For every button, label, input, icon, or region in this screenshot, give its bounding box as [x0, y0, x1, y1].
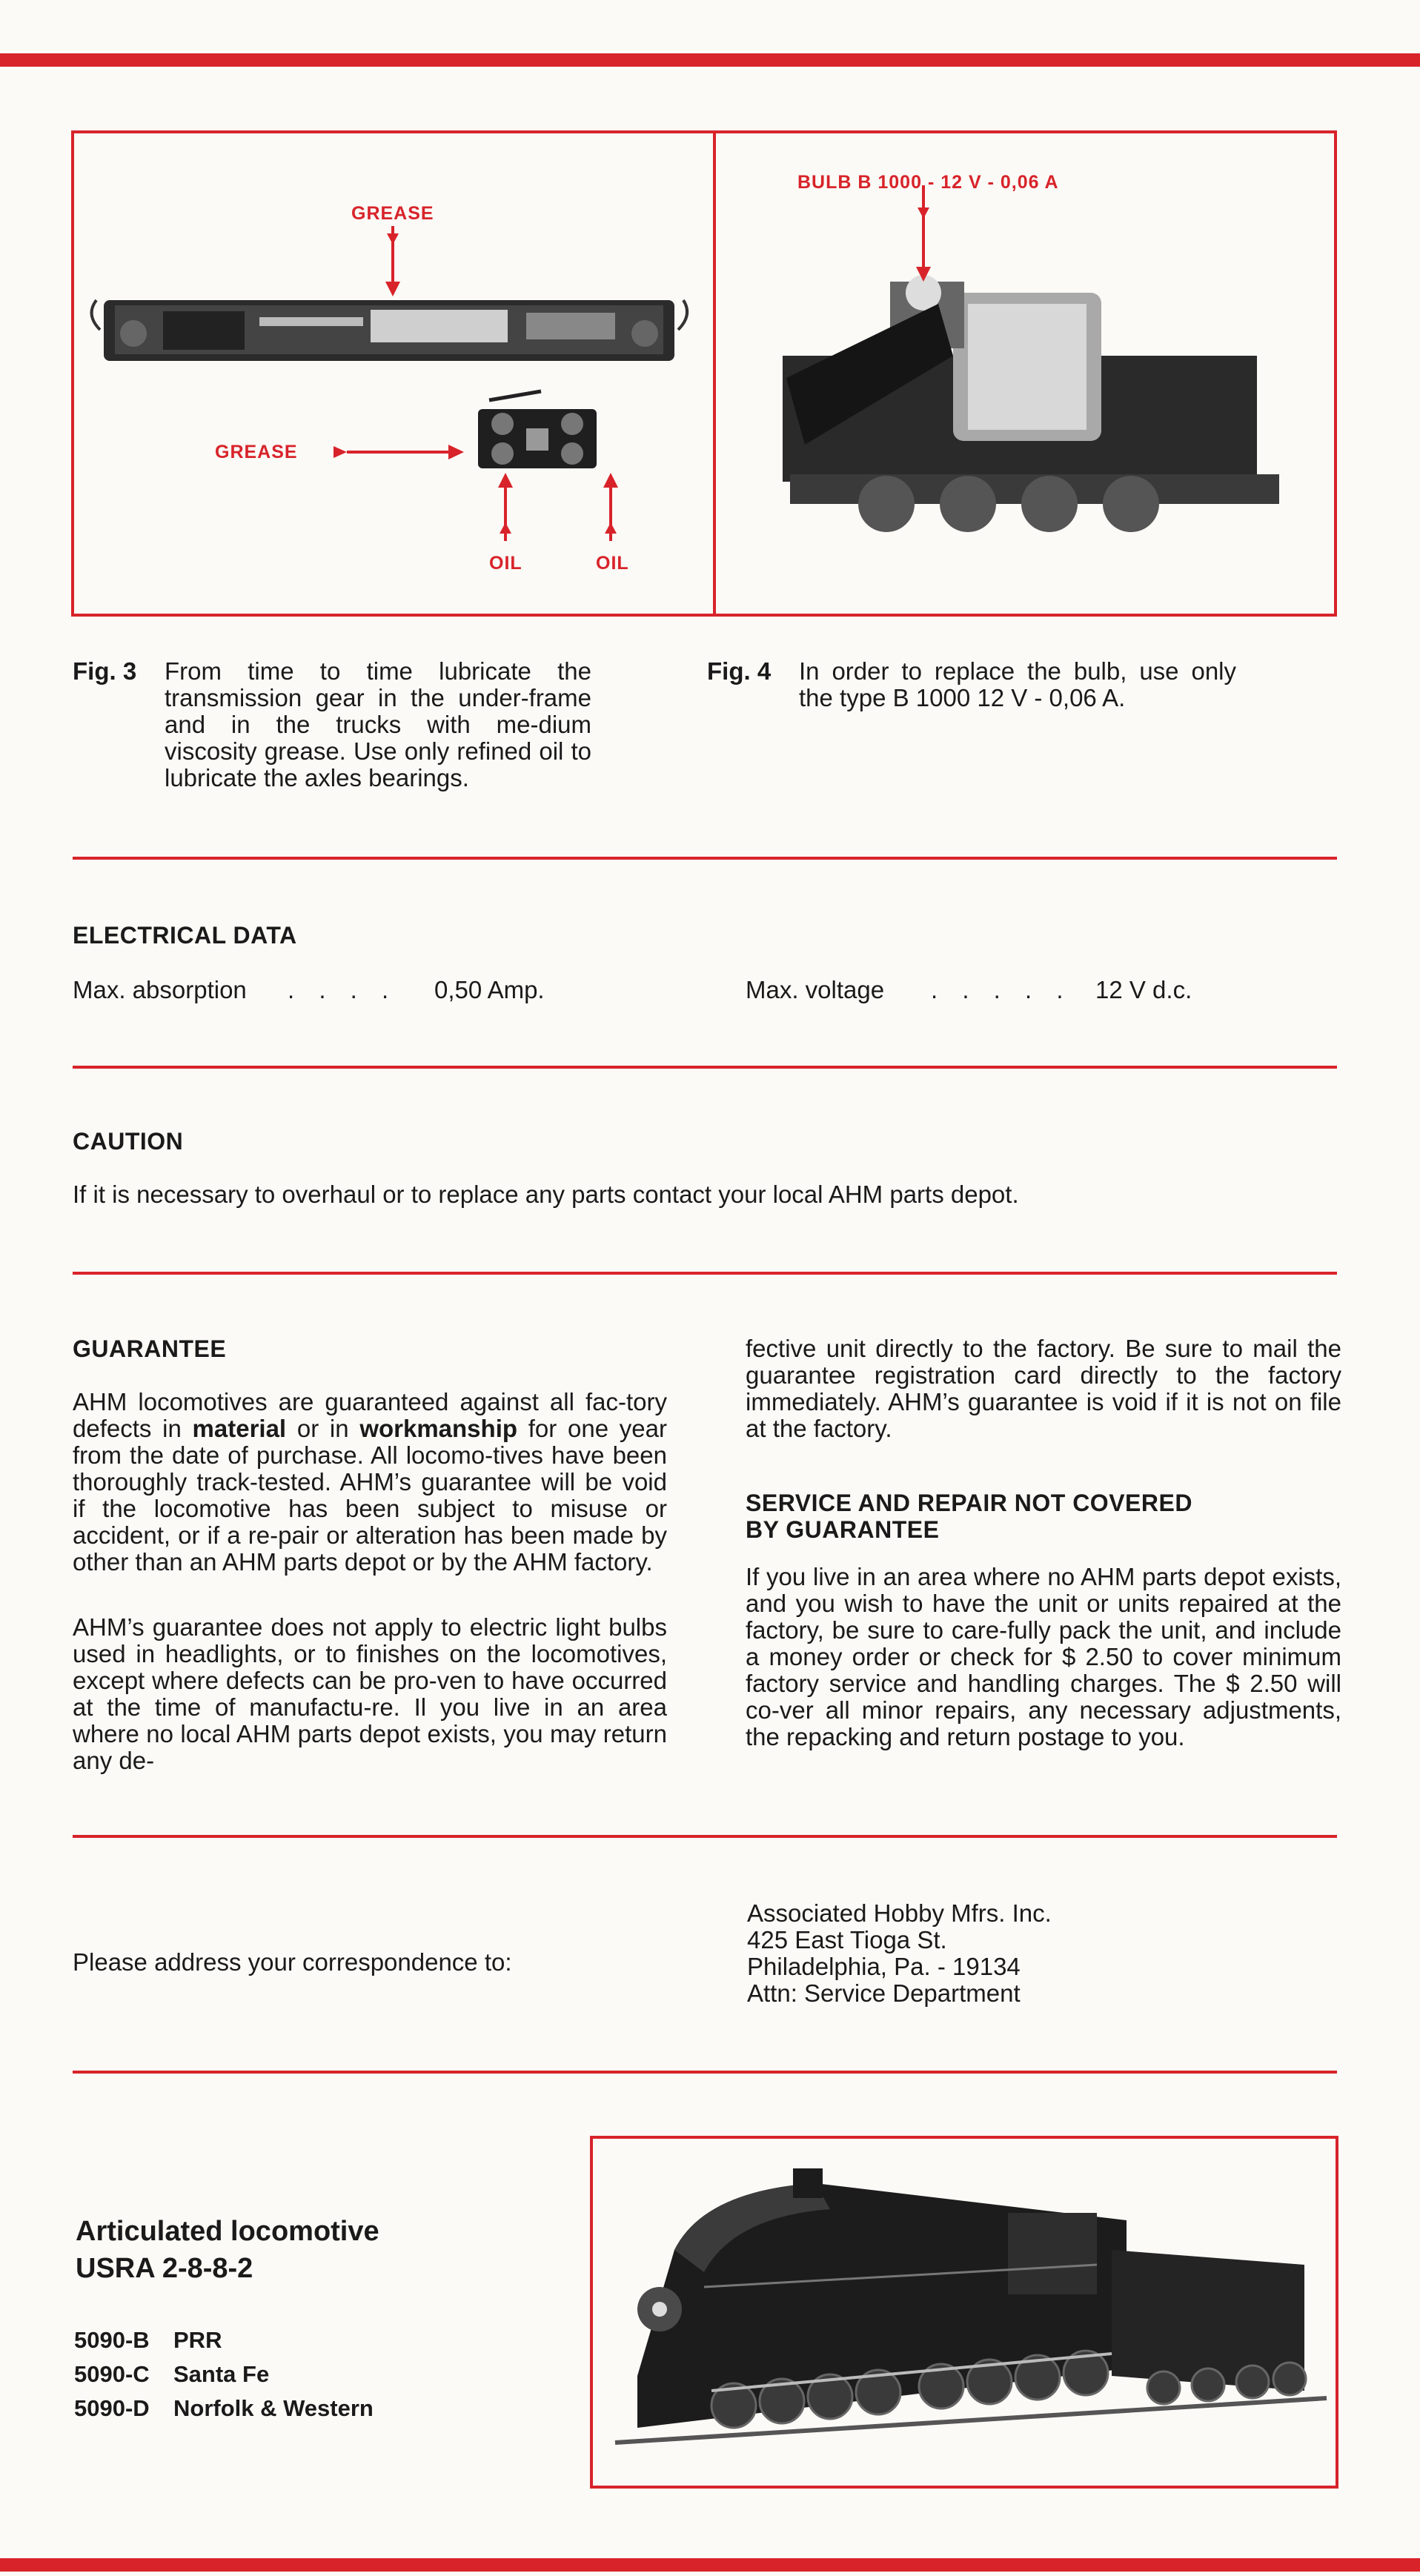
divider-3	[73, 1272, 1337, 1275]
product-title-line1: Articulated locomotive	[76, 2216, 379, 2247]
guarantee-p1-part-c: for one year from the date of purchase. All locomo-tives have been thoroughly track-tested. AHM’s guarantee will be void if the locomotive has been subject to misuse or accident, or if a re-pair or alteration has been made by other than an AHM parts depot or by the AHM factory.	[73, 1415, 667, 1576]
guarantee-heading: GUARANTEE	[73, 1335, 227, 1362]
top-red-bar	[0, 53, 1420, 67]
caution-text: If it is necessary to overhaul or to replace any parts contact your local AHM parts depot.	[73, 1181, 1019, 1208]
divider-5	[73, 2071, 1337, 2074]
model-name-2: Santa Fe	[173, 2361, 270, 2387]
service-heading-line2: BY GUARANTEE	[746, 1516, 940, 1543]
address-prompt: Please address your correspondence to:	[73, 1948, 512, 1976]
voltage-value: 12 V d.c.	[1095, 976, 1192, 1003]
caution-heading: CAUTION	[73, 1128, 184, 1155]
guarantee-workmanship: workmanship	[359, 1415, 518, 1442]
absorption-value: 0,50 Amp.	[434, 976, 545, 1003]
model-name-3: Norfolk & Western	[173, 2395, 374, 2421]
oil-label-1: OIL	[489, 553, 522, 574]
address-line-4: Attn: Service Department	[747, 1979, 1021, 2007]
oil-label-2: OIL	[596, 553, 629, 574]
grease-label-left: GREASE	[215, 442, 298, 462]
fig4-caption-label: Fig. 4	[707, 657, 772, 685]
grease-label-top: GREASE	[351, 203, 434, 224]
divider-1	[73, 857, 1337, 860]
locomotive-illustration	[593, 2139, 1336, 2486]
guarantee-paragraph-2: AHM’s guarantee does not apply to electric light bulbs used in headlights, or to finishes on the locomotives, except where defects can be pro-ven to have occurred at the time of manufactu-re. Il you live in an area where no local AHM parts depot exists, you may return any de-	[73, 1613, 667, 1774]
guarantee-paragraph-1	[73, 1389, 667, 1576]
address-line-3: Philadelphia, Pa. - 19134	[747, 1953, 1021, 1980]
model-name-1: PRR	[173, 2327, 222, 2353]
bulb-label: BULB B 1000 - 12 V - 0,06 A	[797, 172, 1059, 193]
fig3-frame	[71, 130, 716, 617]
fig4-caption-text: In order to replace the bulb, use only the type B 1000 12 V - 0,06 A.	[799, 657, 1236, 711]
fig3-caption-text: From time to time lubricate the transmission gear in the under-frame and in the trucks with me-dium viscosity grease. Use only refined oil to lubricate the axles bearings.	[165, 657, 591, 791]
guarantee-material: material	[192, 1415, 287, 1442]
guarantee-p1-part-b: or in	[286, 1415, 360, 1442]
bottom-red-bar	[0, 2558, 1420, 2572]
address-line-2: 425 East Tioga St.	[747, 1926, 947, 1953]
voltage-label: Max. voltage	[746, 976, 885, 1003]
service-heading-line1: SERVICE AND REPAIR NOT COVERED	[746, 1490, 1192, 1516]
fig4-motor-illustration	[716, 133, 1334, 614]
model-code-2: 5090-C	[74, 2361, 150, 2387]
divider-2	[73, 1066, 1337, 1069]
divider-4	[73, 1835, 1337, 1838]
voltage-dots: . . . . .	[931, 976, 1072, 1003]
absorption-dots: . . . .	[288, 976, 398, 1003]
absorption-label: Max. absorption	[73, 976, 247, 1003]
address-line-1: Associated Hobby Mfrs. Inc.	[747, 1899, 1052, 1927]
guarantee-p1-part-a: AHM locomotives are guaranteed against all fac-tory defects in	[73, 1388, 667, 1442]
model-code-1: 5090-B	[74, 2327, 150, 2353]
locomotive-photo-frame	[590, 2136, 1338, 2489]
service-text: If you live in an area where no AHM parts depot exists, and you wish to have the unit or units repaired at the factory, be sure to care-fully pack the unit, and include a money order or check for $ 2.50 to cover minimum factory service and handling charges. The $ 2.50 will co-ver all minor repairs, any necessary adjustments, the repacking and return postage to you.	[746, 1563, 1341, 1750]
fig3-caption-label: Fig. 3	[73, 657, 137, 685]
fig4-frame	[713, 130, 1337, 617]
electrical-heading: ELECTRICAL DATA	[73, 922, 297, 949]
model-code-3: 5090-D	[74, 2395, 150, 2421]
product-title-line2: USRA 2-8-8-2	[76, 2253, 253, 2284]
guarantee-paragraph-3: fective unit directly to the factory. Be sure to mail the guarantee registration card directly to the factory immediately. AHM’s guarantee is void if it is not on file at the factory.	[746, 1335, 1341, 1442]
